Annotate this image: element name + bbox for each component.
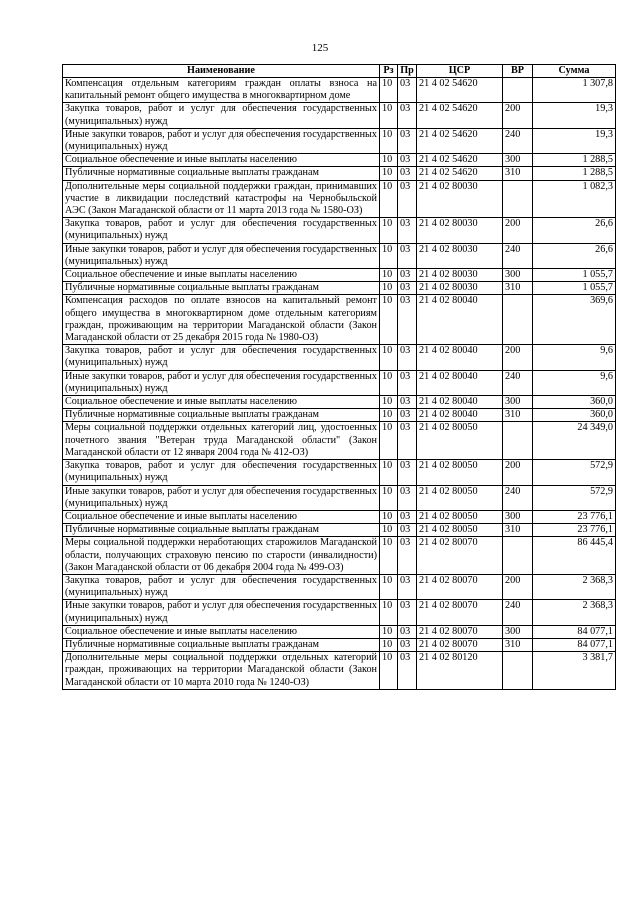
name-cell: Компенсация отдельным категориям граждан оплаты взноса на капитальный ремонт общего имущества в многоквартирном доме <box>63 78 380 103</box>
sum-cell: 1 288,5 <box>533 167 616 180</box>
header-rz: Рз <box>380 65 398 78</box>
vr-cell <box>503 652 533 690</box>
rz-cell: 10 <box>380 574 398 599</box>
table-row <box>63 167 616 180</box>
table-row <box>63 485 616 510</box>
pr-cell: 03 <box>398 422 417 460</box>
rz-cell: 10 <box>380 600 398 625</box>
vr-cell: 200 <box>503 574 533 599</box>
name-cell: Публичные нормативные социальные выплаты гражданам <box>63 282 380 295</box>
vr-cell: 240 <box>503 243 533 268</box>
vr-cell <box>503 422 533 460</box>
rz-cell: 10 <box>380 345 398 370</box>
rz-cell: 10 <box>380 422 398 460</box>
name-cell: Социальное обеспечение и иные выплаты населению <box>63 154 380 167</box>
csr-cell: 21 4 02 80030 <box>417 282 503 295</box>
pr-cell: 03 <box>398 269 417 282</box>
rz-cell: 10 <box>380 243 398 268</box>
pr-cell: 03 <box>398 295 417 345</box>
rz-cell: 10 <box>380 524 398 537</box>
table-row <box>63 600 616 625</box>
vr-cell <box>503 537 533 575</box>
sum-cell: 84 077,1 <box>533 638 616 651</box>
rz-cell: 10 <box>380 460 398 485</box>
sum-cell: 572,9 <box>533 485 616 510</box>
page-number: 125 <box>311 42 329 54</box>
vr-cell: 300 <box>503 269 533 282</box>
pr-cell: 03 <box>398 625 417 638</box>
vr-cell: 300 <box>503 154 533 167</box>
rz-cell: 10 <box>380 154 398 167</box>
csr-cell: 21 4 02 54620 <box>417 128 503 153</box>
table-row <box>63 269 616 282</box>
name-cell: Иные закупки товаров, работ и услуг для обеспечения государственных (муниципальных) нужд <box>63 128 380 153</box>
csr-cell: 21 4 02 80070 <box>417 638 503 651</box>
pr-cell: 03 <box>398 78 417 103</box>
name-cell: Социальное обеспечение и иные выплаты населению <box>63 396 380 409</box>
csr-cell: 21 4 02 54620 <box>417 154 503 167</box>
csr-cell: 21 4 02 80070 <box>417 574 503 599</box>
csr-cell: 21 4 02 80070 <box>417 625 503 638</box>
csr-cell: 21 4 02 80050 <box>417 485 503 510</box>
budget-table <box>62 64 616 690</box>
rz-cell: 10 <box>380 282 398 295</box>
vr-cell: 310 <box>503 638 533 651</box>
table-row <box>63 78 616 103</box>
rz-cell: 10 <box>380 370 398 395</box>
csr-cell: 21 4 02 80030 <box>417 218 503 243</box>
sum-cell: 26,6 <box>533 218 616 243</box>
sum-cell: 1 055,7 <box>533 269 616 282</box>
vr-cell: 310 <box>503 524 533 537</box>
rz-cell: 10 <box>380 180 398 218</box>
sum-cell: 19,3 <box>533 128 616 153</box>
name-cell: Социальное обеспечение и иные выплаты населению <box>63 510 380 523</box>
sum-cell: 369,6 <box>533 295 616 345</box>
rz-cell: 10 <box>380 409 398 422</box>
table-row <box>63 638 616 651</box>
table-row <box>63 652 616 690</box>
vr-cell: 300 <box>503 396 533 409</box>
pr-cell: 03 <box>398 154 417 167</box>
csr-cell: 21 4 02 80030 <box>417 243 503 268</box>
sum-cell: 84 077,1 <box>533 625 616 638</box>
vr-cell: 200 <box>503 103 533 128</box>
header-row <box>63 65 616 78</box>
pr-cell: 03 <box>398 396 417 409</box>
name-cell: Публичные нормативные социальные выплаты гражданам <box>63 409 380 422</box>
name-cell: Иные закупки товаров, работ и услуг для обеспечения государственных (муниципальных) нужд <box>63 600 380 625</box>
sum-cell: 23 776,1 <box>533 524 616 537</box>
table-row <box>63 180 616 218</box>
rz-cell: 10 <box>380 218 398 243</box>
csr-cell: 21 4 02 80050 <box>417 460 503 485</box>
csr-cell: 21 4 02 80120 <box>417 652 503 690</box>
vr-cell: 200 <box>503 460 533 485</box>
pr-cell: 03 <box>398 128 417 153</box>
rz-cell: 10 <box>380 103 398 128</box>
pr-cell: 03 <box>398 370 417 395</box>
rz-cell: 10 <box>380 167 398 180</box>
vr-cell: 310 <box>503 282 533 295</box>
name-cell: Социальное обеспечение и иные выплаты населению <box>63 625 380 638</box>
rz-cell: 10 <box>380 537 398 575</box>
sum-cell: 2 368,3 <box>533 574 616 599</box>
pr-cell: 03 <box>398 600 417 625</box>
csr-cell: 21 4 02 80070 <box>417 600 503 625</box>
csr-cell: 21 4 02 80050 <box>417 510 503 523</box>
rz-cell: 10 <box>380 269 398 282</box>
table-row <box>63 243 616 268</box>
table-row <box>63 370 616 395</box>
table-row <box>63 154 616 167</box>
name-cell: Закупка товаров, работ и услуг для обеспечения государственных (муниципальных) нужд <box>63 345 380 370</box>
pr-cell: 03 <box>398 180 417 218</box>
table-row <box>63 574 616 599</box>
sum-cell: 360,0 <box>533 396 616 409</box>
table-row <box>63 128 616 153</box>
csr-cell: 21 4 02 54620 <box>417 167 503 180</box>
name-cell: Публичные нормативные социальные выплаты гражданам <box>63 638 380 651</box>
pr-cell: 03 <box>398 460 417 485</box>
rz-cell: 10 <box>380 638 398 651</box>
name-cell: Публичные нормативные социальные выплаты гражданам <box>63 167 380 180</box>
rz-cell: 10 <box>380 295 398 345</box>
name-cell: Публичные нормативные социальные выплаты гражданам <box>63 524 380 537</box>
csr-cell: 21 4 02 80050 <box>417 422 503 460</box>
name-cell: Закупка товаров, работ и услуг для обеспечения государственных (муниципальных) нужд <box>63 460 380 485</box>
header-pr: Пр <box>398 65 417 78</box>
table-row <box>63 460 616 485</box>
csr-cell: 21 4 02 80030 <box>417 180 503 218</box>
sum-cell: 26,6 <box>533 243 616 268</box>
table-row <box>63 218 616 243</box>
name-cell: Компенсация расходов по оплате взносов на капитальный ремонт общего имущества в многоквартирном доме отдельным категориям граждан, проживающим на территории Магаданской области (Закон Магаданской области от 25 декабря 2015 года № 1980-ОЗ) <box>63 295 380 345</box>
vr-cell: 240 <box>503 128 533 153</box>
sum-cell: 9,6 <box>533 345 616 370</box>
header-vr: ВР <box>503 65 533 78</box>
name-cell: Закупка товаров, работ и услуг для обеспечения государственных (муниципальных) нужд <box>63 218 380 243</box>
pr-cell: 03 <box>398 510 417 523</box>
vr-cell: 300 <box>503 625 533 638</box>
sum-cell: 24 349,0 <box>533 422 616 460</box>
sum-cell: 19,3 <box>533 103 616 128</box>
vr-cell: 240 <box>503 370 533 395</box>
sum-cell: 572,9 <box>533 460 616 485</box>
name-cell: Иные закупки товаров, работ и услуг для обеспечения государственных (муниципальных) нужд <box>63 243 380 268</box>
csr-cell: 21 4 02 80030 <box>417 269 503 282</box>
pr-cell: 03 <box>398 218 417 243</box>
sum-cell: 1 307,8 <box>533 78 616 103</box>
csr-cell: 21 4 02 80040 <box>417 370 503 395</box>
table-header <box>63 65 616 78</box>
name-cell: Меры социальной поддержки отдельных категорий лиц, удостоенных почетного звания "Ветеран труда Магаданской области" (Закон Магаданской области от 12 января 2004 года № 412-ОЗ) <box>63 422 380 460</box>
rz-cell: 10 <box>380 128 398 153</box>
name-cell: Иные закупки товаров, работ и услуг для обеспечения государственных (муниципальных) нужд <box>63 370 380 395</box>
rz-cell: 10 <box>380 78 398 103</box>
csr-cell: 21 4 02 54620 <box>417 78 503 103</box>
csr-cell: 21 4 02 80040 <box>417 345 503 370</box>
table-row <box>63 103 616 128</box>
pr-cell: 03 <box>398 243 417 268</box>
csr-cell: 21 4 02 80050 <box>417 524 503 537</box>
vr-cell: 200 <box>503 345 533 370</box>
table-row <box>63 422 616 460</box>
csr-cell: 21 4 02 54620 <box>417 103 503 128</box>
sum-cell: 360,0 <box>533 409 616 422</box>
pr-cell: 03 <box>398 345 417 370</box>
pr-cell: 03 <box>398 103 417 128</box>
vr-cell: 310 <box>503 167 533 180</box>
csr-cell: 21 4 02 80040 <box>417 409 503 422</box>
name-cell: Социальное обеспечение и иные выплаты населению <box>63 269 380 282</box>
sum-cell: 9,6 <box>533 370 616 395</box>
rz-cell: 10 <box>380 396 398 409</box>
vr-cell <box>503 180 533 218</box>
pr-cell: 03 <box>398 524 417 537</box>
pr-cell: 03 <box>398 167 417 180</box>
pr-cell: 03 <box>398 537 417 575</box>
sum-cell: 2 368,3 <box>533 600 616 625</box>
table-row <box>63 345 616 370</box>
sum-cell: 86 445,4 <box>533 537 616 575</box>
csr-cell: 21 4 02 80070 <box>417 537 503 575</box>
sum-cell: 1 288,5 <box>533 154 616 167</box>
sum-cell: 23 776,1 <box>533 510 616 523</box>
sum-cell: 1 082,3 <box>533 180 616 218</box>
vr-cell: 240 <box>503 485 533 510</box>
pr-cell: 03 <box>398 409 417 422</box>
name-cell: Дополнительные меры социальной поддержки отдельных категорий граждан, проживающих на территории Магаданской области (Закон Магаданской области от 10 марта 2010 года № 1240-ОЗ) <box>63 652 380 690</box>
name-cell: Дополнительные меры социальной поддержки граждан, принимавших участие в ликвидации последствий катастрофы на Чернобыльской АЭС (Закон Магаданской области от 11 марта 2013 года № 1580-ОЗ) <box>63 180 380 218</box>
header-sum: Сумма <box>533 65 616 78</box>
pr-cell: 03 <box>398 574 417 599</box>
pr-cell: 03 <box>398 638 417 651</box>
table-row <box>63 282 616 295</box>
table-row <box>63 524 616 537</box>
rz-cell: 10 <box>380 625 398 638</box>
header-name: Наименование <box>63 65 380 78</box>
name-cell: Меры социальной поддержки неработающих старожилов Магаданской области, получающих страховую пенсию по старости (инвалидности) (Закон Магаданской области от 06 декабря 2004 года № 499-ОЗ) <box>63 537 380 575</box>
vr-cell <box>503 295 533 345</box>
table-row <box>63 537 616 575</box>
sum-cell: 3 381,7 <box>533 652 616 690</box>
table-row <box>63 409 616 422</box>
pr-cell: 03 <box>398 282 417 295</box>
vr-cell: 200 <box>503 218 533 243</box>
table-row <box>63 510 616 523</box>
table-row <box>63 396 616 409</box>
pr-cell: 03 <box>398 652 417 690</box>
rz-cell: 10 <box>380 652 398 690</box>
pr-cell: 03 <box>398 485 417 510</box>
name-cell: Закупка товаров, работ и услуг для обеспечения государственных (муниципальных) нужд <box>63 574 380 599</box>
vr-cell <box>503 78 533 103</box>
table-row <box>63 625 616 638</box>
rz-cell: 10 <box>380 485 398 510</box>
vr-cell: 310 <box>503 409 533 422</box>
name-cell: Иные закупки товаров, работ и услуг для обеспечения государственных (муниципальных) нужд <box>63 485 380 510</box>
table-row <box>63 295 616 345</box>
name-cell: Закупка товаров, работ и услуг для обеспечения государственных (муниципальных) нужд <box>63 103 380 128</box>
csr-cell: 21 4 02 80040 <box>417 295 503 345</box>
vr-cell: 240 <box>503 600 533 625</box>
csr-cell: 21 4 02 80040 <box>417 396 503 409</box>
rz-cell: 10 <box>380 510 398 523</box>
table-body <box>63 78 616 690</box>
vr-cell: 300 <box>503 510 533 523</box>
header-csr: ЦСР <box>417 65 503 78</box>
sum-cell: 1 055,7 <box>533 282 616 295</box>
